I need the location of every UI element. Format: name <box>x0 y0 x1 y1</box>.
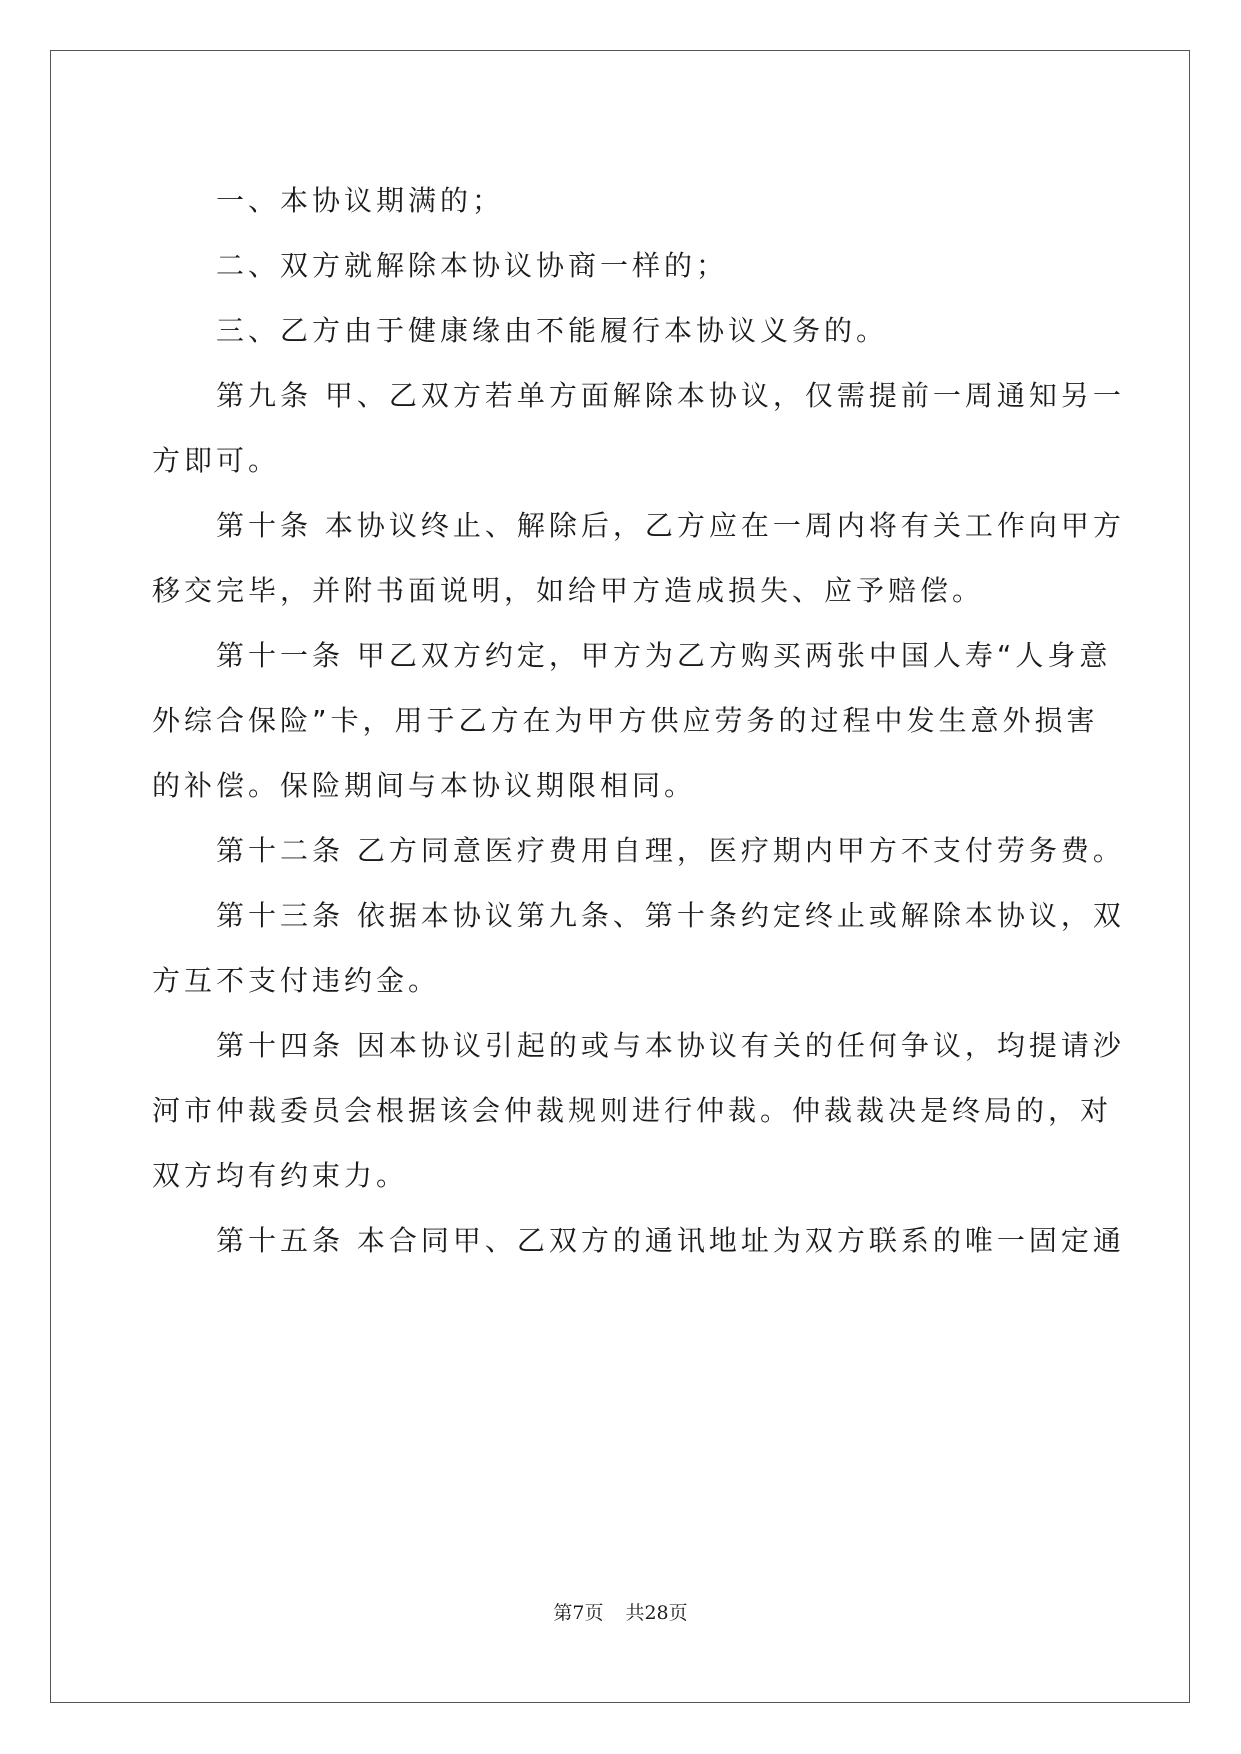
text-line: 方互不支付违约金。 <box>152 964 441 997</box>
text-line: 第九条 甲、乙双方若单方面解除本协议，仅需提前一周通知另一 <box>216 379 1125 412</box>
text-line: 双方均有约束力。 <box>152 1159 409 1192</box>
text-line: 二、双方就解除本协议协商一样的； <box>216 249 729 282</box>
text-line: 方即可。 <box>152 444 281 477</box>
text-line: 第十三条 依据本协议第九条、第十条约定终止或解除本协议，双 <box>216 899 1125 932</box>
text-line: 移交完毕，并附书面说明，如给甲方造成损失、应予赔偿。 <box>152 574 985 607</box>
text-line: 第十五条 本合同甲、乙双方的通讯地址为双方联系的唯一固定通 <box>216 1224 1125 1257</box>
text-line: 第十二条 乙方同意医疗费用自理，医疗期内甲方不支付劳务费。 <box>216 834 1125 867</box>
document-body <box>152 168 1125 1273</box>
text-line: 第十条 本协议终止、解除后，乙方应在一周内将有关工作向甲方 <box>216 509 1125 542</box>
page-footer <box>0 1598 1241 1625</box>
text-line: 一、本协议期满的； <box>216 184 505 217</box>
text-line: 三、乙方由于健康缘由不能履行本协议义务的。 <box>216 314 889 347</box>
text-line: 第十四条 因本协议引起的或与本协议有关的任何争议，均提请沙 <box>216 1029 1125 1062</box>
text-line: 的补偿。保险期间与本协议期限相同。 <box>152 769 697 802</box>
text-line: 外综合保险”卡，用于乙方在为甲方供应劳务的过程中发生意外损害 <box>152 704 1099 737</box>
current-page-label: 第7页 <box>553 1602 604 1624</box>
total-pages-label: 共28页 <box>625 1602 688 1624</box>
text-line: 河市仲裁委员会根据该会仲裁规则进行仲裁。仲裁裁决是终局的，对 <box>152 1094 1113 1127</box>
text-line: 第十一条 甲乙双方约定，甲方为乙方购买两张中国人寿“人身意 <box>216 639 1112 672</box>
